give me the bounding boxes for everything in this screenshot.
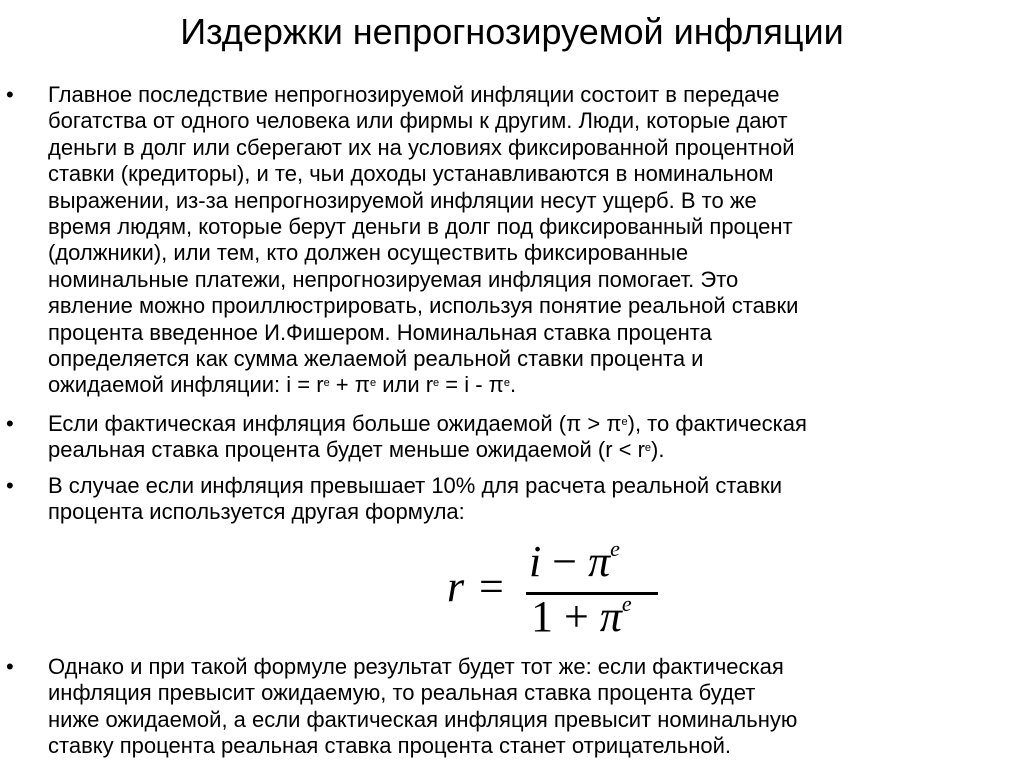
formula-numerator — [529, 536, 620, 587]
bullet-text — [48, 654, 1011, 760]
superscript: e — [621, 416, 628, 428]
formula-superscript: e — [621, 591, 632, 616]
bullet-item-comparison — [6, 411, 1011, 464]
text-line: время людям, которые берут деньги в долг под фиксированный процент — [48, 214, 793, 240]
superscript: e — [503, 377, 510, 390]
text-line: выражении, из-за непрогнозируемой инфляции несут ущерб. В то же — [48, 187, 757, 213]
text-part: реальная ставка процента будет меньше ожидаемой (r < r — [48, 437, 645, 463]
bullet-text — [48, 473, 1011, 526]
formula-symbol: π — [599, 592, 622, 641]
bullet-item-fisher — [6, 82, 1011, 399]
superscript: e — [644, 442, 652, 455]
formula-symbol: π — [588, 537, 611, 586]
text-line: богатства от одного человека или фирмы к другим. Люди, которые дают — [48, 108, 788, 134]
text-part: + π — [329, 372, 370, 398]
text-part: . — [510, 372, 517, 398]
slide-title: Издержки непрогнозируемой инфляции — [180, 11, 844, 52]
text-line: ставки (кредиторы), и те, чьи доходы устанавливаются в номинальном — [48, 161, 774, 187]
superscript: e — [323, 377, 330, 390]
formula-symbol: i — [529, 537, 542, 586]
bullet-text — [48, 82, 1011, 399]
bullet-item-conclusion — [6, 654, 1011, 760]
formula-lhs: r — [447, 562, 465, 611]
text-line: процента введенное И.Фишером. Номинальная ставка процента — [48, 319, 712, 345]
formula-equals: = — [479, 562, 504, 611]
superscript: e — [433, 377, 440, 390]
text-line: (должники), или тем, кто должен осуществить фиксированные — [48, 240, 689, 266]
superscript: e — [369, 377, 377, 390]
formula-denominator — [531, 591, 632, 642]
text-part: Если фактическая инфляция больше ожидаемой (π > π — [48, 411, 622, 436]
bullet-text — [48, 411, 1011, 464]
text-line: Главное последствие непрогнозируемой инфляции состоит в передаче — [48, 82, 780, 107]
formula-operator: + — [553, 592, 600, 641]
text-part: ). — [651, 437, 665, 463]
text-line: процента используется другая формула: — [48, 499, 465, 525]
formula-superscript: e — [610, 536, 620, 561]
text-line: деньги в долг или сберегают их на условиях фиксированной процентной — [48, 134, 795, 160]
bullet-marker: • — [6, 82, 14, 107]
text-line: ниже ожидаемой, а если фактическая инфляция превысит номинальную — [48, 706, 798, 732]
text-line: явление можно проиллюстрировать, используя понятие реальной ставки — [48, 293, 799, 319]
bullet-item-high-inflation — [6, 473, 1011, 526]
text-line: инфляция превысит ожидаемую, то реальная ставка процента будет — [48, 680, 756, 706]
text-part: или r — [376, 372, 434, 398]
text-part: ожидаемой инфляции: i = r — [48, 372, 324, 398]
bullet-marker: • — [6, 473, 14, 498]
text-line: ставку процента реальная ставка процента станет отрицательной. — [48, 733, 731, 759]
text-line: В случае если инфляция превышает 10% для расчета реальной ставки — [48, 473, 782, 498]
text-part: = i - π — [439, 372, 504, 398]
bullet-marker: • — [6, 411, 14, 436]
text-line: определяется как сумма желаемой реальной ставки процента и — [48, 346, 704, 372]
formula-operator: − — [541, 537, 589, 586]
text-line: Однако и при такой формуле результат будет тот же: если фактическая — [48, 654, 784, 679]
bullet-marker: • — [6, 654, 14, 679]
formula-inline — [48, 372, 516, 397]
text-line: номинальные платежи, непрогнозируемая инфляция помогает. Это — [48, 266, 739, 292]
fisher-formula — [443, 534, 673, 644]
text-part: ), то фактическая — [627, 411, 807, 436]
formula-symbol: 1 — [531, 592, 553, 641]
